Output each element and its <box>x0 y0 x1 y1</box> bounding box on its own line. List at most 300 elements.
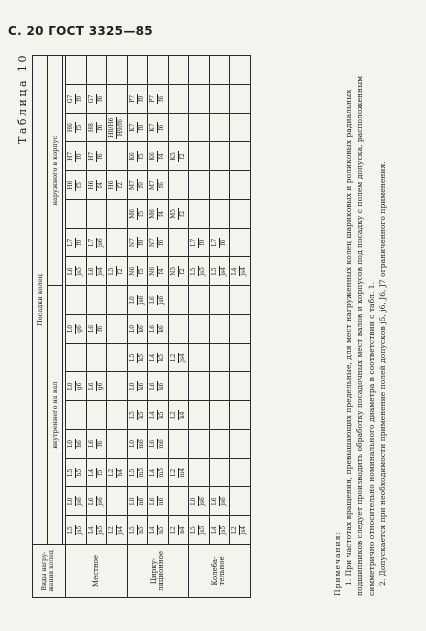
fit-denominator: f4 <box>158 153 166 160</box>
load-type-label: Местное <box>66 545 128 598</box>
fit-fraction <box>232 266 247 276</box>
fit-numerator: H8/H6 <box>108 117 116 138</box>
fit-cell <box>86 171 107 200</box>
fit-denominator: k5 <box>137 353 145 362</box>
fit-cell <box>189 487 210 516</box>
fit-denominator: js6 <box>96 497 104 506</box>
fit-cell <box>189 458 210 487</box>
note-2: 2. Допускается при необходимости применение полей допусков j5, j6, J6, J7 ограниченного применения. <box>377 161 387 586</box>
fit-cell <box>66 487 87 516</box>
fit-denominator: js6 <box>96 238 104 248</box>
fit-denominator: f2 <box>178 210 186 217</box>
fit-numerator: L6 <box>149 382 157 391</box>
fit-fraction <box>171 468 186 478</box>
table-row <box>148 56 169 598</box>
fit-denominator: f0 <box>137 95 145 102</box>
fit-denominator: js5 <box>219 525 227 535</box>
fit-fraction <box>150 525 165 535</box>
fit-numerator: L6 <box>87 324 95 333</box>
fit-numerator: H7 <box>87 151 95 161</box>
fit-numerator: L6 <box>67 267 75 276</box>
fit-numerator: K5 <box>169 152 177 161</box>
fit-cell <box>86 200 107 229</box>
fit-numerator: H6 <box>67 180 75 190</box>
note-1: 1. При частотах вращения, превышающих предельные, для мест нагруженных колец шариковых и роликовых радиальных подшипников следует производить обработку посадочных мест валов и корпусов под посадку с полем допуска, расположенным симметрично относительно номинального диаметра в соответствии с табл. 1. <box>344 75 376 596</box>
fit-cell <box>168 401 189 430</box>
fit-cell <box>107 315 128 344</box>
fit-fraction <box>130 94 145 104</box>
fit-denominator: f6 <box>96 325 104 332</box>
fit-cell <box>230 56 251 85</box>
fit-fraction <box>171 151 186 161</box>
fit-cell <box>127 142 148 171</box>
fit-numerator: H6 <box>67 123 75 133</box>
fit-cell <box>189 372 210 401</box>
fit-cell <box>230 200 251 229</box>
fit-denominator: f6 <box>96 440 104 447</box>
fit-numerator: L0 <box>128 324 136 333</box>
fit-numerator: H8 <box>87 123 95 133</box>
fit-cell <box>168 516 189 545</box>
fit-denominator: m5 <box>158 467 166 478</box>
fit-cell <box>107 487 128 516</box>
fit-cell <box>230 343 251 372</box>
fit-cell <box>66 430 87 459</box>
fit-cell <box>86 343 107 372</box>
fit-denominator: f6 <box>158 124 166 131</box>
fit-numerator: L7 <box>87 238 95 247</box>
table-row <box>107 56 128 598</box>
fit-fraction <box>212 266 227 276</box>
fit-fraction <box>68 238 83 248</box>
fit-numerator: L6 <box>87 439 95 448</box>
fit-denominator: js4 <box>178 353 186 363</box>
fit-cell <box>107 257 128 286</box>
fit-cell <box>107 286 128 315</box>
fit-numerator: L4 <box>210 526 218 535</box>
fit-denominator: g6 <box>96 382 104 391</box>
fit-denominator: k6 <box>137 382 145 391</box>
fit-cell <box>86 56 107 85</box>
fit-denominator: js6 <box>219 497 227 506</box>
fit-cell <box>168 372 189 401</box>
fit-fraction <box>150 266 165 277</box>
fit-cell <box>86 372 107 401</box>
fit-cell <box>168 56 189 85</box>
table-row <box>86 56 107 598</box>
fit-cell <box>209 372 230 401</box>
fit-cell <box>168 171 189 200</box>
fit-cell <box>189 142 210 171</box>
fit-cell <box>168 286 189 315</box>
table-row <box>66 56 87 598</box>
fit-cell <box>66 200 87 229</box>
fit-numerator: L5 <box>67 468 75 477</box>
fit-numerator: K7 <box>128 123 136 132</box>
fit-denominator: k6 <box>158 325 166 333</box>
fit-numerator: L6 <box>87 267 95 276</box>
fit-cell <box>148 343 169 372</box>
page-header: С. 20 ГОСТ 3325—85 <box>8 24 153 38</box>
fit-numerator: G7 <box>87 94 95 104</box>
load-type-header: Виды нагру-жения колец <box>33 545 66 598</box>
fit-numerator: L2 <box>169 526 177 535</box>
notes <box>332 56 388 596</box>
fit-cell <box>127 372 148 401</box>
fit-denominator: f6 <box>96 124 104 131</box>
fit-fraction <box>89 381 104 391</box>
fit-cell <box>148 142 169 171</box>
fit-fraction <box>212 238 227 248</box>
fits-table-body <box>66 56 251 598</box>
fit-cell <box>107 56 128 85</box>
fit-fraction <box>150 151 165 161</box>
fit-denominator: k4 <box>178 411 186 419</box>
load-type-label: Колеба-тельное <box>189 545 251 598</box>
fit-fraction <box>68 122 83 133</box>
fit-fraction <box>171 353 186 363</box>
fit-numerator: N5 <box>169 266 177 276</box>
fit-cell <box>168 343 189 372</box>
fit-fraction <box>68 468 83 478</box>
fit-denominator: f0 <box>76 239 84 246</box>
fit-numerator: L6 <box>87 497 95 506</box>
fit-denominator: js5 <box>96 525 104 535</box>
fit-cell <box>209 171 230 200</box>
fit-denominator: js6 <box>137 295 145 305</box>
fit-fraction <box>171 410 186 420</box>
fit-cell <box>86 401 107 430</box>
fit-denominator: m6 <box>137 439 145 449</box>
fit-numerator: H6 <box>108 180 116 190</box>
fit-cell <box>127 56 148 85</box>
fit-fraction <box>150 381 165 391</box>
fit-cell <box>168 257 189 286</box>
fit-denominator: f2 <box>178 153 186 160</box>
fit-cell <box>86 315 107 344</box>
fit-denominator: k5 <box>158 411 166 419</box>
fit-cell <box>230 516 251 545</box>
fit-numerator: L4 <box>87 526 95 535</box>
fit-numerator: L7 <box>67 238 75 247</box>
fit-denominator: f0 <box>76 153 84 160</box>
fit-cell <box>230 401 251 430</box>
fit-cell <box>127 516 148 545</box>
fit-cell <box>230 286 251 315</box>
fit-cell <box>189 430 210 459</box>
fit-denominator: f6 <box>158 239 166 246</box>
fit-cell <box>127 458 148 487</box>
fit-denominator: js6 <box>158 295 166 305</box>
fit-fraction <box>150 468 165 478</box>
fit-denominator: js4 <box>240 267 248 276</box>
fit-numerator: L6 <box>149 324 157 333</box>
fit-denominator: f0 <box>137 124 145 131</box>
fit-denominator: f0 <box>76 95 84 102</box>
fit-denominator: m4 <box>178 467 186 478</box>
fit-numerator: K6 <box>149 152 157 161</box>
fit-cell <box>66 286 87 315</box>
notes-title: Примечания: <box>333 531 342 596</box>
fit-cell <box>230 85 251 114</box>
fit-fraction <box>150 94 165 104</box>
fit-cell <box>127 228 148 257</box>
fit-cell <box>230 257 251 286</box>
fit-numerator: L5 <box>128 468 136 477</box>
fit-fraction <box>130 525 145 535</box>
fit-cell <box>127 430 148 459</box>
fit-fraction <box>150 324 165 334</box>
fit-cell <box>86 430 107 459</box>
fit-numerator: L5 <box>128 353 136 362</box>
fit-cell <box>107 171 128 200</box>
fit-cell <box>209 315 230 344</box>
fit-cell <box>107 372 128 401</box>
fit-fraction <box>150 410 165 420</box>
fit-cell <box>66 228 87 257</box>
fit-fraction <box>191 496 206 506</box>
fit-cell <box>189 228 210 257</box>
fit-fraction <box>171 525 186 535</box>
fit-cell <box>127 286 148 315</box>
fit-cell <box>148 257 169 286</box>
fit-fraction <box>109 266 124 276</box>
fit-fraction <box>89 525 104 535</box>
fit-denominator: f5 <box>137 210 145 217</box>
fit-numerator: L2 <box>169 468 177 477</box>
fit-numerator: L0 <box>67 497 75 506</box>
fit-fraction <box>89 94 104 105</box>
fit-cell <box>86 113 107 142</box>
fit-numerator: L0 <box>128 439 136 448</box>
fit-fraction <box>68 525 83 535</box>
fit-denominator: f5 <box>137 268 145 275</box>
fit-cell <box>66 257 87 286</box>
fit-cell <box>168 228 189 257</box>
fit-cell <box>127 343 148 372</box>
fit-denominator: n6 <box>158 497 166 506</box>
fit-cell <box>127 200 148 229</box>
fit-fraction <box>89 180 104 191</box>
fit-fraction <box>150 353 165 363</box>
fit-numerator: L4 <box>149 526 157 535</box>
fit-fraction <box>68 180 83 191</box>
fit-denominator: f5 <box>76 124 84 131</box>
fit-numerator: M7 <box>128 180 136 191</box>
fit-cell <box>148 171 169 200</box>
fit-cell <box>107 228 128 257</box>
fit-fraction <box>191 266 206 276</box>
fit-fraction <box>130 295 145 305</box>
fit-cell <box>230 458 251 487</box>
fit-cell <box>66 171 87 200</box>
fit-fraction <box>150 496 165 506</box>
fit-denominator: h6 <box>76 440 84 448</box>
fit-denominator: n4 <box>178 526 186 534</box>
fit-fraction <box>109 117 124 139</box>
fit-fraction <box>89 468 104 478</box>
fit-cell <box>148 401 169 430</box>
fit-cell <box>189 315 210 344</box>
fit-cell <box>148 372 169 401</box>
table-caption: Таблица 10 <box>16 53 29 144</box>
fit-fraction <box>150 295 165 305</box>
fit-denominator: f4 <box>158 210 166 217</box>
fit-cell <box>168 113 189 142</box>
fit-fraction <box>191 238 206 248</box>
fit-cell <box>168 85 189 114</box>
fit-numerator: L5 <box>128 526 136 535</box>
fit-denominator: n5 <box>158 526 166 534</box>
fit-cell <box>209 200 230 229</box>
fit-denominator: js4 <box>96 267 104 276</box>
fit-fraction <box>68 266 83 276</box>
fit-denominator: k6 <box>137 325 145 333</box>
fit-denominator: f0 <box>137 182 145 189</box>
fit-denominator: js5 <box>199 267 207 276</box>
fit-fraction <box>130 266 145 277</box>
fit-cell <box>189 56 210 85</box>
fit-cell <box>168 430 189 459</box>
fit-cell <box>189 200 210 229</box>
fit-cell <box>230 228 251 257</box>
load-type-label: Цирку-ляционное <box>127 545 189 598</box>
fit-numerator: L2 <box>231 526 239 535</box>
fit-denominator: f4 <box>96 182 104 189</box>
fit-numerator: G7 <box>67 94 75 104</box>
fit-fraction <box>150 179 165 191</box>
fit-cell <box>209 343 230 372</box>
fit-denominator: js4 <box>219 267 227 276</box>
fit-cell <box>107 401 128 430</box>
fit-denominator: k5 <box>158 353 166 362</box>
fit-numerator: L4 <box>149 411 157 420</box>
fit-fraction <box>89 238 104 248</box>
fit-denominator: f5 <box>76 182 84 189</box>
fit-cell <box>209 401 230 430</box>
fit-cell <box>189 113 210 142</box>
fit-cell <box>66 372 87 401</box>
table-row <box>209 56 230 598</box>
fit-denominator: k5 <box>137 411 145 419</box>
fit-denominator: f5 <box>137 153 145 160</box>
fit-cell <box>107 200 128 229</box>
fit-cell <box>127 171 148 200</box>
fit-numerator: L4 <box>149 353 157 362</box>
fit-cell <box>127 315 148 344</box>
fit-cell <box>86 516 107 545</box>
fit-cell <box>168 142 189 171</box>
table-row <box>230 56 251 598</box>
fit-cell <box>86 85 107 114</box>
fit-denominator: f5 <box>96 469 104 476</box>
fit-cell <box>189 171 210 200</box>
fit-denominator: f6 <box>158 95 166 102</box>
fit-cell <box>209 142 230 171</box>
fit-numerator: L6 <box>210 497 218 506</box>
fit-fraction <box>89 266 104 276</box>
fit-denominator: js5 <box>76 267 84 276</box>
fit-cell <box>127 401 148 430</box>
fit-cell <box>230 372 251 401</box>
fit-numerator: L5 <box>128 411 136 420</box>
fit-cell <box>107 430 128 459</box>
fit-cell <box>127 85 148 114</box>
fit-numerator: L0 <box>128 382 136 391</box>
fit-numerator: N7 <box>149 238 157 248</box>
fit-fraction <box>130 439 145 449</box>
fit-denominator: f2 <box>117 182 125 189</box>
fit-cell <box>148 286 169 315</box>
fit-fraction <box>89 122 104 133</box>
fit-cell <box>107 516 128 545</box>
fit-fraction <box>130 410 145 420</box>
fit-cell <box>127 257 148 286</box>
fit-numerator: M6 <box>128 208 136 219</box>
fit-denominator: js4 <box>240 525 248 535</box>
fit-cell <box>148 228 169 257</box>
fit-numerator: L0 <box>67 324 75 333</box>
fit-cell <box>209 56 230 85</box>
fit-denominator: js6 <box>76 497 84 506</box>
fit-cell <box>230 315 251 344</box>
fit-fraction <box>130 324 145 334</box>
fit-fraction <box>212 496 227 506</box>
fit-cell <box>189 286 210 315</box>
fit-cell <box>148 113 169 142</box>
fit-numerator: L5 <box>190 526 198 535</box>
fit-numerator: L0 <box>190 497 198 506</box>
fit-cell <box>66 516 87 545</box>
fit-fraction <box>89 151 104 162</box>
fit-cell <box>66 56 87 85</box>
fit-numerator: L4 <box>149 468 157 477</box>
fit-denominator: h4 <box>117 468 125 477</box>
fit-denominator: H9/f6 <box>117 119 125 137</box>
fit-numerator: N6 <box>149 266 157 276</box>
fit-numerator: L0 <box>67 439 75 448</box>
fit-numerator: N6 <box>128 266 136 276</box>
fit-fraction <box>232 525 247 535</box>
fit-cell <box>127 113 148 142</box>
fit-fraction <box>171 208 186 220</box>
fit-numerator: P7 <box>128 94 136 103</box>
fit-denominator: h5 <box>76 468 84 477</box>
fit-numerator: L4 <box>231 267 239 276</box>
fit-numerator: L7 <box>210 238 218 247</box>
fit-denominator: f6 <box>219 239 227 246</box>
fit-cell <box>209 430 230 459</box>
fit-denominator: n5 <box>137 526 145 534</box>
fit-numerator: L7 <box>190 238 198 247</box>
fit-numerator: K7 <box>149 123 157 132</box>
fit-fraction <box>150 208 165 220</box>
fit-denominator: f0 <box>199 239 207 246</box>
fit-fraction <box>212 525 227 535</box>
fit-numerator: L0 <box>67 382 75 391</box>
fit-cell <box>148 315 169 344</box>
fit-cell <box>209 286 230 315</box>
fit-numerator: L6 <box>149 497 157 506</box>
fit-cell <box>209 228 230 257</box>
fit-fraction <box>89 439 104 449</box>
fit-denominator: f0 <box>137 239 145 246</box>
fit-fraction <box>68 324 83 334</box>
fit-cell <box>148 487 169 516</box>
fit-numerator: N7 <box>128 238 136 248</box>
fit-fraction <box>130 353 145 363</box>
fit-denominator: g6 <box>76 382 84 391</box>
